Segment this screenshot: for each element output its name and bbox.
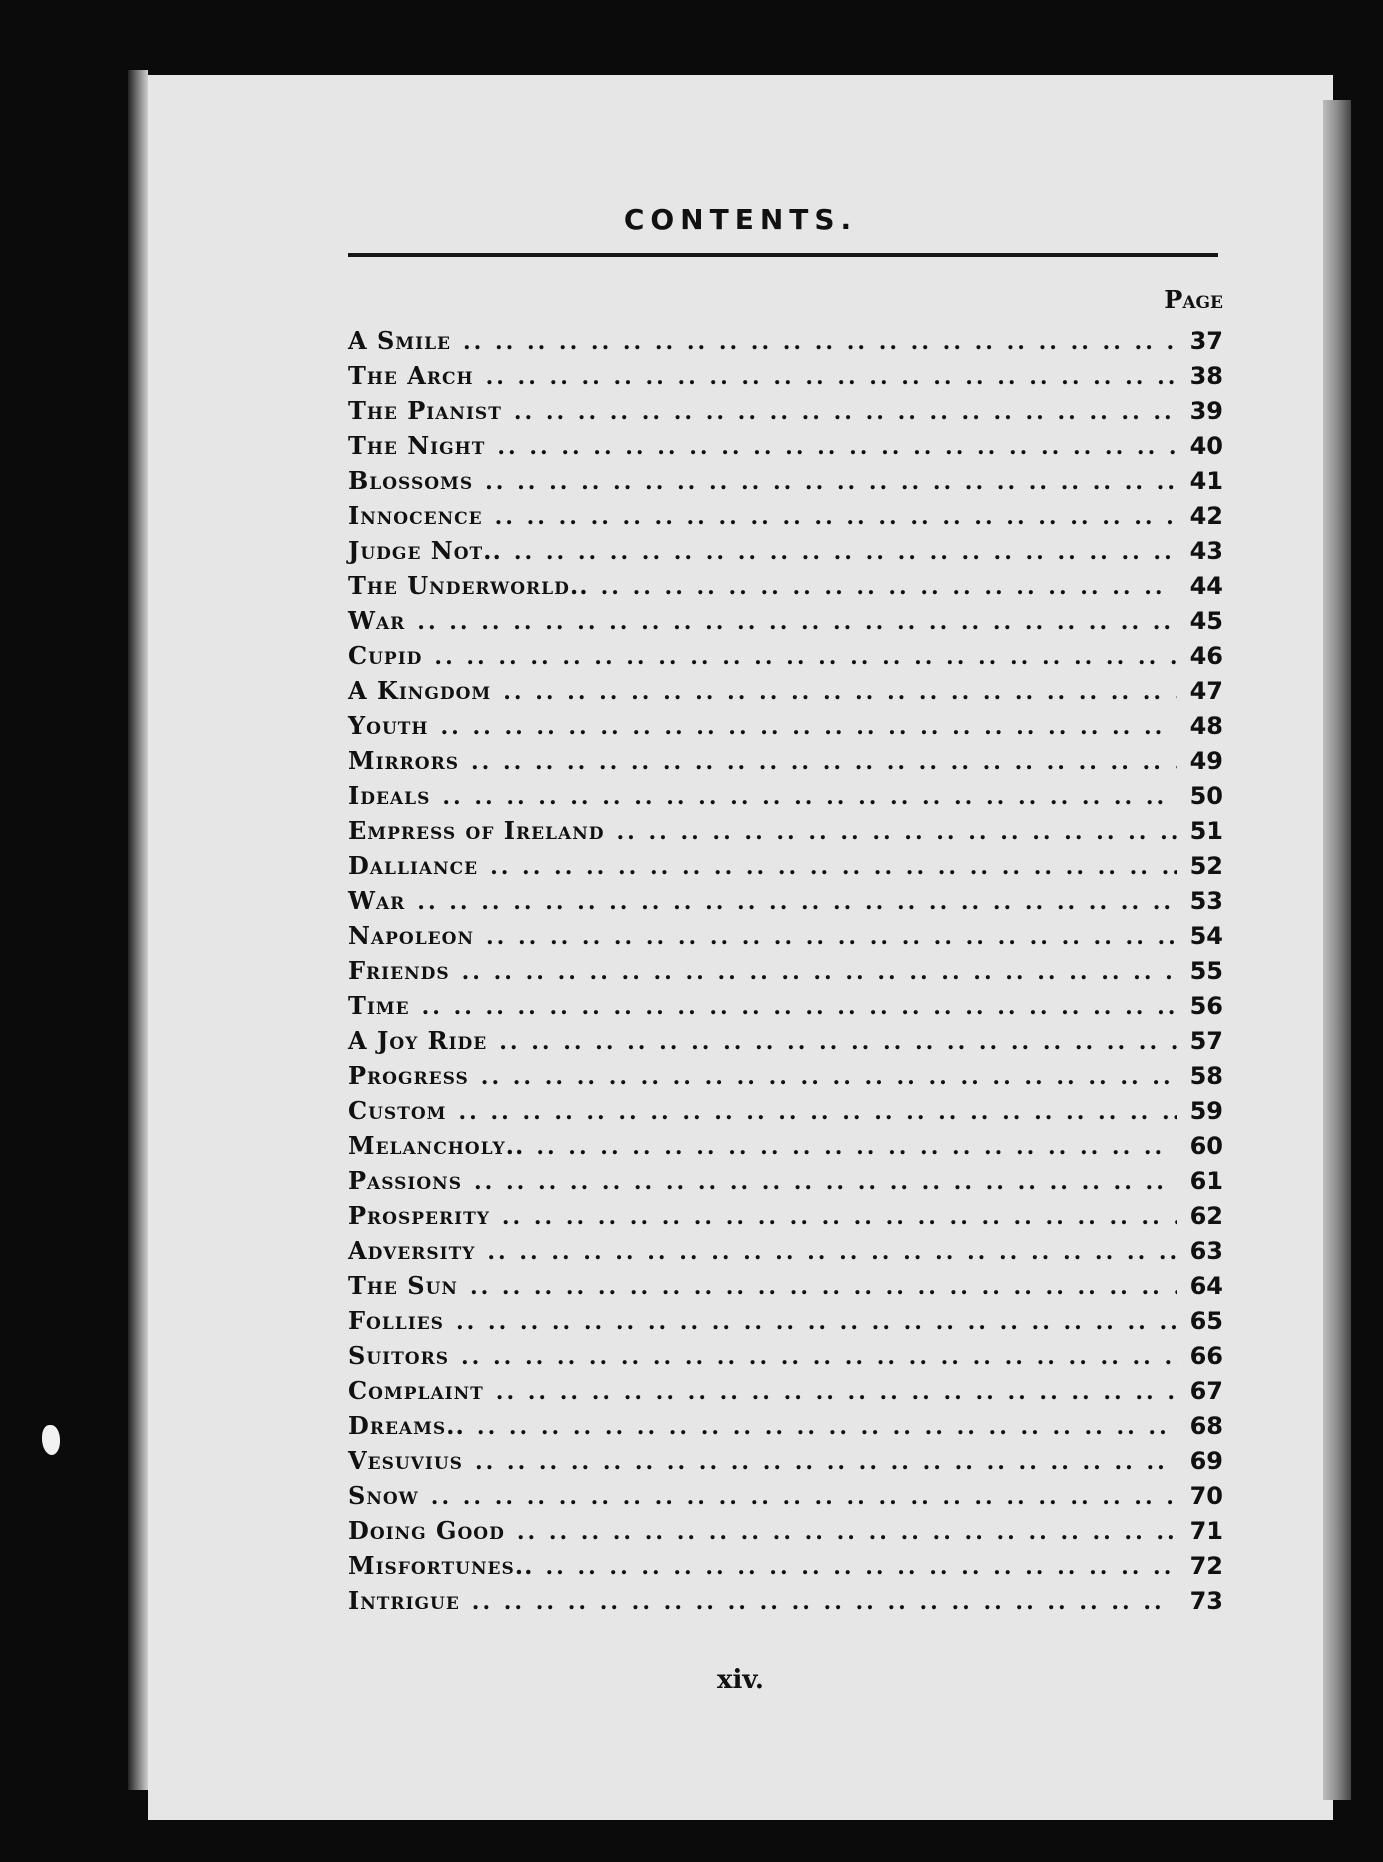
toc-leader-dots [545,1550,1177,1585]
toc-entry-page: 58 [1189,1062,1223,1090]
toc-leader-dots [499,1025,1177,1060]
toc-leader-dots [486,920,1177,955]
scan-right-edge [1323,100,1351,1800]
toc-leader-dots [536,1130,1177,1165]
toc-entry-title: Prosperity [348,1201,490,1230]
toc-row [348,778,1223,813]
toc-row [348,1233,1223,1268]
toc-leader-dots [514,395,1177,430]
toc-entry-title: The Arch [348,361,474,390]
toc-entry-page: 38 [1189,362,1223,390]
toc-entry-page: 64 [1189,1272,1223,1300]
toc-entry-title: Custom [348,1096,447,1125]
toc-entry-title: A Joy Ride [348,1026,488,1055]
toc-row [348,1303,1223,1338]
page-column-label: Page [1164,285,1223,314]
toc-entry-title: Empress of Ireland [348,816,605,845]
scan-left-edge [128,70,148,1790]
toc-row [348,1093,1223,1128]
toc-entry-page: 65 [1189,1307,1223,1335]
toc-entry-page: 43 [1189,537,1223,565]
toc-entry-page: 69 [1189,1447,1223,1475]
toc-entry-page: 70 [1189,1482,1223,1510]
toc-row [348,323,1223,358]
toc-entry-page: 55 [1189,957,1223,985]
toc-row [348,603,1223,638]
toc-entry-page: 54 [1189,922,1223,950]
toc-row [348,1478,1223,1513]
toc-leader-dots [440,710,1177,745]
title-rule [348,253,1218,257]
toc-leader-dots [463,325,1177,360]
toc-row [348,1058,1223,1093]
toc-entry-title: Cupid [348,641,423,670]
toc-leader-dots [475,1445,1177,1480]
toc-row [348,953,1223,988]
toc-row [348,463,1223,498]
toc-entry-title: The Night [348,431,486,460]
toc-row [348,1583,1223,1618]
toc-leader-dots [417,885,1177,920]
toc-leader-dots [517,1515,1177,1550]
toc-entry-page: 63 [1189,1237,1223,1265]
toc-entry-title: Dalliance [348,851,479,880]
toc-entry-page: 44 [1189,572,1223,600]
toc-leader-dots [417,605,1177,640]
toc-entry-title: Blossoms [348,466,474,495]
toc-entry-title: Follies [348,1306,444,1335]
toc-entry-page: 46 [1189,642,1223,670]
toc-leader-dots [496,1375,1177,1410]
toc-row [348,393,1223,428]
toc-row [348,988,1223,1023]
toc-entry-page: 68 [1189,1412,1223,1440]
toc-leader-dots [495,500,1177,535]
toc-leader-dots [601,570,1177,605]
toc-entry-page: 66 [1189,1342,1223,1370]
toc-leader-dots [502,1200,1177,1235]
toc-row [348,1443,1223,1478]
toc-entry-title: Snow [348,1481,419,1510]
toc-entry-title: War [348,886,406,915]
toc-row [348,1268,1223,1303]
toc-row [348,1163,1223,1198]
toc-leader-dots [456,1305,1177,1340]
toc-row [348,883,1223,918]
toc-entry-page: 73 [1189,1587,1223,1615]
toc-entry-title: Adversity [348,1236,476,1265]
toc-entry-page: 51 [1189,817,1223,845]
toc-leader-dots [470,1270,1177,1305]
toc-entry-title: War [348,606,406,635]
toc-row [348,568,1223,603]
toc-entry-page: 67 [1189,1377,1223,1405]
toc-entry-title: Vesuvius [348,1446,463,1475]
toc-entry-title: Complaint [348,1376,484,1405]
toc-entry-title: Judge Not.. [348,536,502,565]
toc-entry-page: 47 [1189,677,1223,705]
toc-entry-title: The Sun [348,1271,458,1300]
toc-leader-dots [422,990,1177,1025]
toc-entry-title: Melancholy.. [348,1131,525,1160]
toc-row [348,708,1223,743]
toc-row [348,1338,1223,1373]
page-folio: xiv. [717,1665,764,1695]
toc-entry-title: Mirrors [348,746,459,775]
toc-row [348,1023,1223,1058]
toc-leader-dots [442,780,1177,815]
toc-entry-page: 59 [1189,1097,1223,1125]
toc-row [348,638,1223,673]
toc-entry-page: 62 [1189,1202,1223,1230]
toc-row [348,918,1223,953]
contents-list [348,323,1223,1618]
toc-row [348,1548,1223,1583]
toc-entry-title: Suitors [348,1341,449,1370]
toc-entry-page: 42 [1189,502,1223,530]
toc-entry-title: The Underworld.. [348,571,589,600]
toc-row [348,1373,1223,1408]
toc-entry-title: Time [348,991,410,1020]
toc-entry-title: Passions [348,1166,462,1195]
toc-entry-title: Friends [348,956,450,985]
book-page [148,75,1333,1820]
toc-entry-title: Dreams.. [348,1411,465,1440]
toc-leader-dots [481,1060,1177,1095]
toc-leader-dots [431,1480,1177,1515]
toc-entry-page: 49 [1189,747,1223,775]
toc-entry-title: Misfortunes.. [348,1551,534,1580]
toc-entry-page: 37 [1189,327,1223,355]
toc-row [348,533,1223,568]
toc-entry-title: Youth [348,711,429,740]
toc-row [348,498,1223,533]
toc-entry-title: Doing Good [348,1516,505,1545]
toc-leader-dots [434,640,1177,675]
toc-leader-dots [617,815,1178,850]
toc-leader-dots [458,1095,1177,1130]
toc-entry-title: The Pianist [348,396,502,425]
toc-entry-page: 39 [1189,397,1223,425]
toc-leader-dots [490,850,1177,885]
toc-entry-title: Napoleon [348,921,474,950]
toc-leader-dots [514,535,1177,570]
toc-leader-dots [487,1235,1177,1270]
toc-leader-dots [503,675,1177,710]
toc-entry-title: A Smile [348,326,451,355]
toc-entry-page: 61 [1189,1167,1223,1195]
toc-entry-page: 40 [1189,432,1223,460]
toc-entry-page: 45 [1189,607,1223,635]
page-title: CONTENTS. [623,203,858,236]
toc-entry-title: Progress [348,1061,469,1090]
toc-entry-page: 52 [1189,852,1223,880]
toc-leader-dots [486,360,1177,395]
toc-entry-title: Innocence [348,501,483,530]
toc-entry-title: Ideals [348,781,431,810]
toc-row [348,1408,1223,1443]
toc-row [348,1513,1223,1548]
toc-leader-dots [462,955,1177,990]
toc-row [348,358,1223,393]
toc-entry-page: 56 [1189,992,1223,1020]
toc-entry-page: 53 [1189,887,1223,915]
toc-leader-dots [461,1340,1177,1375]
toc-row [348,673,1223,708]
toc-row [348,743,1223,778]
toc-entry-page: 41 [1189,467,1223,495]
toc-entry-page: 57 [1189,1027,1223,1055]
toc-row [348,428,1223,463]
toc-leader-dots [474,1165,1177,1200]
toc-leader-dots [471,745,1177,780]
toc-entry-page: 72 [1189,1552,1223,1580]
scan-speck [42,1425,60,1455]
toc-leader-dots [497,430,1177,465]
toc-row [348,1198,1223,1233]
toc-entry-page: 48 [1189,712,1223,740]
toc-row [348,813,1223,848]
toc-row [348,1128,1223,1163]
toc-entry-page: 71 [1189,1517,1223,1545]
toc-leader-dots [477,1410,1177,1445]
toc-leader-dots [472,1585,1177,1620]
toc-entry-title: Intrigue [348,1586,460,1615]
toc-entry-page: 50 [1189,782,1223,810]
toc-entry-page: 60 [1189,1132,1223,1160]
toc-entry-title: A Kingdom [348,676,492,705]
toc-row [348,848,1223,883]
toc-leader-dots [485,465,1177,500]
